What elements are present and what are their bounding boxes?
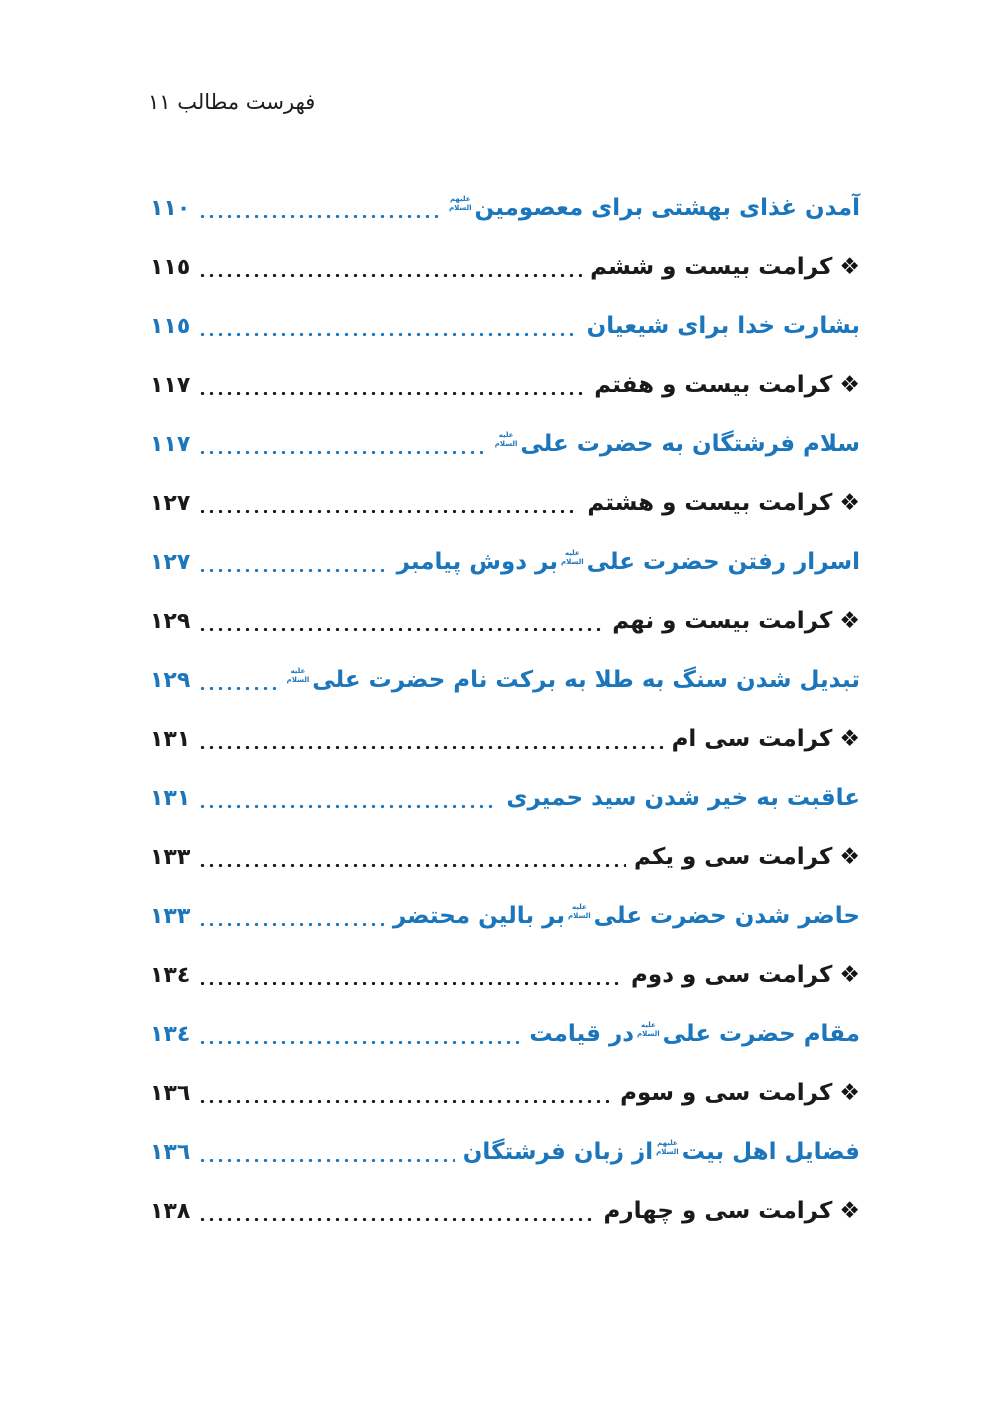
page-number: ١٢٩ <box>150 667 191 693</box>
entry-title: کرامت بیست و ششم <box>590 254 833 280</box>
diamond-bullet-icon: ❖ <box>839 726 860 752</box>
entry-title: کرامت سی ام <box>671 726 833 752</box>
diamond-bullet-icon: ❖ <box>839 608 860 634</box>
entry-title: کرامت سی و سوم <box>620 1080 833 1106</box>
entry-title-continued: بر بالین محتضر <box>392 903 566 929</box>
honorific-top-line: علیهم <box>449 195 471 204</box>
page-number: ١١٧ <box>150 431 191 457</box>
honorific-bottom-line: السلام <box>561 557 584 566</box>
entry-title: اسرار رفتن حضرت علی <box>586 549 860 575</box>
dot-leader <box>198 923 385 926</box>
diamond-bullet-icon: ❖ <box>839 962 860 988</box>
toc-entry <box>150 651 860 710</box>
dot-leader <box>198 510 579 513</box>
entry-title: کرامت بیست و هشتم <box>587 490 833 516</box>
dot-leader <box>198 1100 612 1103</box>
dot-leader <box>198 687 275 690</box>
dot-leader <box>198 805 498 808</box>
honorific-top-line: علیه <box>640 1021 656 1030</box>
dot-leader <box>198 451 483 454</box>
page-number: ١١٧ <box>150 372 191 398</box>
honorific-bottom-line: السلام <box>286 675 310 684</box>
honorific-mark <box>656 1139 679 1155</box>
entry-title-continued: از زبان فرشتگان <box>462 1139 654 1165</box>
page-number: ١٣٦ <box>150 1139 191 1165</box>
entry-title: سلام فرشتگان به حضرت علی <box>520 431 860 457</box>
entry-title: کرامت سی و دوم <box>631 962 833 988</box>
toc-entry <box>150 828 860 887</box>
page-number: ١٢٧ <box>150 490 191 516</box>
toc-list <box>150 179 860 1241</box>
diamond-bullet-icon: ❖ <box>839 1080 860 1106</box>
toc-entry <box>150 1005 860 1064</box>
toc-entry <box>150 710 860 769</box>
honorific-top-line: علیه <box>571 903 587 912</box>
honorific-mark <box>449 195 472 211</box>
entry-title-continued: در قیامت <box>529 1021 635 1047</box>
page-number: ١٣٦ <box>150 1080 191 1106</box>
page-number: ١٣١ <box>150 726 191 752</box>
entry-title-continued: بر دوش پیامبر <box>396 549 559 575</box>
page-number: ١٣٤ <box>150 1021 191 1047</box>
honorific-mark <box>495 431 518 447</box>
page-number: ١٣٣ <box>150 844 191 870</box>
honorific-bottom-line: السلام <box>568 911 591 920</box>
toc-entry <box>150 533 860 592</box>
honorific-top-line: علیه <box>564 549 580 558</box>
dot-leader <box>198 1159 455 1162</box>
toc-entry <box>150 474 860 533</box>
dot-leader <box>198 333 578 336</box>
honorific-bottom-line: السلام <box>637 1029 660 1038</box>
dot-leader <box>198 628 604 631</box>
entry-title: کرامت بیست و نهم <box>612 608 833 634</box>
toc-entry <box>150 592 860 651</box>
entry-title: کرامت بیست و هفتم <box>594 372 833 398</box>
dot-leader <box>198 1041 521 1044</box>
entry-title: آمدن غذای بهشتی برای معصومین <box>474 195 860 221</box>
page-number: ١٣١ <box>150 785 191 811</box>
page-number: ١١٥ <box>150 254 191 280</box>
entry-title: فضایل اهل بیت <box>681 1139 860 1165</box>
toc-entry <box>150 1182 860 1241</box>
honorific-mark <box>637 1021 660 1037</box>
entry-title: عاقبت به خیر شدن سید حمیری <box>506 785 860 811</box>
dot-leader <box>198 392 586 395</box>
dot-leader <box>198 1218 595 1221</box>
honorific-mark <box>561 549 584 565</box>
diamond-bullet-icon: ❖ <box>839 490 860 516</box>
entry-title: مقام حضرت علی <box>662 1021 860 1047</box>
honorific-mark <box>568 903 591 919</box>
entry-title: کرامت سی و یکم <box>633 844 833 870</box>
diamond-bullet-icon: ❖ <box>839 1198 860 1224</box>
toc-entry <box>150 769 860 828</box>
honorific-top-line: علیهم <box>657 1139 678 1148</box>
toc-entry <box>150 238 860 297</box>
page-number: ١٢٩ <box>150 608 191 634</box>
page-number: ١٣٨ <box>150 1198 191 1224</box>
dot-leader <box>198 982 623 985</box>
dot-leader <box>198 569 388 572</box>
entry-title: کرامت سی و چهارم <box>603 1198 833 1224</box>
diamond-bullet-icon: ❖ <box>839 254 860 280</box>
entry-title: حاضر شدن حضرت علی <box>593 903 860 929</box>
running-header: فهرست مطالب ۱۱ <box>148 90 316 114</box>
honorific-top-line: علیه <box>498 431 514 440</box>
diamond-bullet-icon: ❖ <box>839 372 860 398</box>
honorific-bottom-line: السلام <box>494 439 518 448</box>
entry-title: بشارت خدا برای شیعیان <box>586 313 860 339</box>
toc-entry <box>150 1064 860 1123</box>
toc-entry <box>150 946 860 1005</box>
honorific-mark <box>287 667 310 683</box>
page-number: ١١٠ <box>150 195 191 221</box>
diamond-bullet-icon: ❖ <box>839 844 860 870</box>
toc-entry <box>150 1123 860 1182</box>
page-number: ١١٥ <box>150 313 191 339</box>
dot-leader <box>198 746 663 749</box>
page-number: ١٣٣ <box>150 903 191 929</box>
dot-leader <box>198 274 582 277</box>
toc-entry <box>150 887 860 946</box>
toc-entry <box>150 415 860 474</box>
toc-entry <box>150 297 860 356</box>
entry-title: تبدیل شدن سنگ به طلا به برکت نام حضرت علی <box>312 667 860 693</box>
dot-leader <box>198 215 438 218</box>
toc-entry <box>150 356 860 415</box>
page-number: ١٣٤ <box>150 962 191 988</box>
page-number: ١٢٧ <box>150 549 191 575</box>
toc-entry <box>150 179 860 238</box>
honorific-bottom-line: السلام <box>448 203 472 212</box>
honorific-top-line: علیه <box>290 667 306 676</box>
honorific-bottom-line: السلام <box>656 1147 679 1156</box>
dot-leader <box>198 864 626 867</box>
